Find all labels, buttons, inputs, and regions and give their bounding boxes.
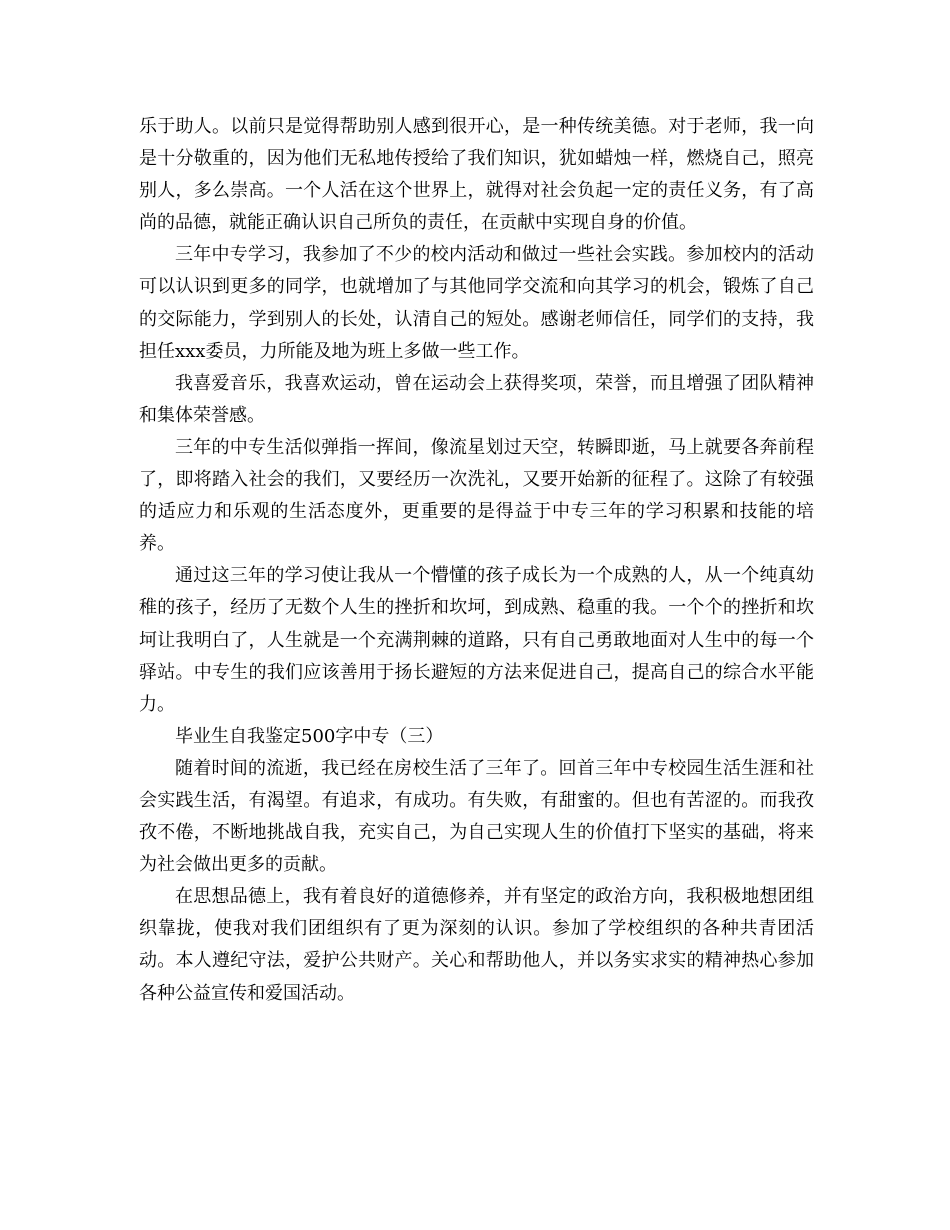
document-page: [139, 111, 814, 1010]
paragraph-2: 三年中专学习，我参加了不少的校内活动和做过一些社会实践。参加校内的活动可以认识到更多的同学，也就增加了与其他同学交流和向其学习的机会，锻炼了自己的交际能力，学到别人的长处，认清自己的短处。感谢老师信任，同学们的支持，我担任xxx委员，力所能及地为班上多做一些工作。: [139, 244, 814, 362]
paragraph-4: 三年的中专生活似弹指一挥间，像流星划过天空，转瞬即逝，马上就要各奔前程了，即将踏入社会的我们，又要经历一次洗礼，又要开始新的征程了。这除了有较强的适应力和乐观的生活态度外，更重要的是得益于中专三年的学习积累和技能的培养。: [139, 436, 814, 555]
paragraph-6: 随着时间的流逝，我已经在房校生活了三年了。回首三年中专校园生活生涯和社会实践生活，有渴望。有追求，有成功。有失败，有甜蜜的。但也有苦涩的。而我孜孜不倦，不断地挑战自我，充实自己，为自己实现人生的价值打下坚实的基础，将来为社会做出更多的贡献。: [139, 757, 814, 876]
paragraph-1: 乐于助人。以前只是觉得帮助别人感到很开心，是一种传统美德。对于老师，我一向是十分敬重的，因为他们无私地传授给了我们知识，犹如蜡烛一样，燃烧自己，照亮别人，多么崇高。一个人活在这个世界上，就得对社会负起一定的责任义务，有了高尚的品德，就能正确认识自己所负的责任，在贡献中实现自身的价值。: [139, 116, 814, 234]
paragraph-5: 通过这三年的学习使让我从一个懵懂的孩子成长为一个成熟的人，从一个纯真幼稚的孩子，经历了无数个人生的挫折和坎坷，到成熟、稳重的我。一个个的挫折和坎坷让我明白了，人生就是一个充满荆棘的道路，只有自己勇敢地面对人生中的每一个驿站。中专生的我们应该善用于扬长避短的方法来促进自己，提高自己的综合水平能力。: [139, 565, 814, 715]
paragraph-3: 我喜爱音乐，我喜欢运动，曾在运动会上获得奖项，荣誉，而且增强了团队精神和集体荣誉感。: [139, 372, 814, 426]
paragraph-7: 在思想品德上，我有着良好的道德修养，并有坚定的政治方向，我积极地想团组织靠拢，使我对我们团组织有了更为深刻的认识。参加了学校组织的各种共青团活动。本人遵纪守法，爱护公共财产。关心和帮助他人，并以务实求实的精神热心参加各种公益宣传和爱国活动。: [139, 886, 814, 1004]
section-heading: 毕业生自我鉴定500字中专（三）: [175, 725, 444, 747]
